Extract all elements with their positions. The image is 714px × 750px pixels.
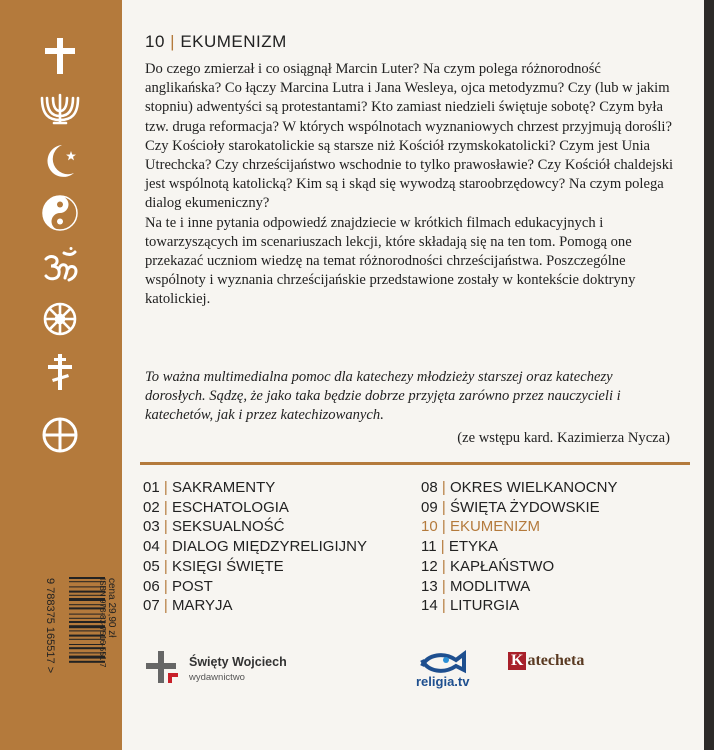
volume-list-number: 06 xyxy=(143,577,160,595)
volume-list-title: POST xyxy=(171,577,213,595)
volume-list-item xyxy=(421,517,617,537)
volume-list-item xyxy=(143,517,367,537)
volume-list-number: 02 xyxy=(143,498,160,516)
yin-yang-icon xyxy=(38,191,82,235)
volume-list-item xyxy=(421,596,617,616)
intro-text xyxy=(145,60,675,310)
volume-list-separator: | xyxy=(441,498,446,516)
dharma-wheel-icon xyxy=(38,297,82,341)
volume-list-number: 14 xyxy=(421,597,438,615)
volume-list-separator: | xyxy=(163,498,168,516)
religia-tv-logo xyxy=(416,644,478,689)
volume-list-item xyxy=(421,557,617,577)
quote-attribution: (ze wstępu kard. Kazimierza Nycza) xyxy=(457,430,670,446)
title-separator: | xyxy=(170,32,176,51)
volume-list-item xyxy=(143,596,367,616)
section-divider xyxy=(140,462,690,465)
volume-list-separator: | xyxy=(163,557,168,575)
volume-list-number: 13 xyxy=(421,577,438,595)
volume-list-item xyxy=(143,478,367,498)
religia-tv-name: religia.tv xyxy=(416,674,470,689)
volume-list-number: 08 xyxy=(421,479,438,496)
volume-list-number: 01 xyxy=(143,479,160,496)
intro-paragraph-questions: Do czego zmierzał i co osiągnął Marcin Luter? Na czym polega różnorodność anglikańska? Co łączy Marcina Lutra i Jana Wesleya, ojca metodyzmu? Czy (lub w jakim stopniu) adwentyści są protestantami? Kto zamiast niedzieli świętuje sobotę? Czym była tzw. druga reformacja? W których wspólnotach wyznaniowych chrzest przyjmują dorośli? Czy Kościoły starokatolickie są starsze niż Kościół rzymskokatolicki? Czym jest Unia Utrechcka? Czy chrześcijaństwo wschodnie to tylko prawosławie? Czy Kościół chaldejski jest wspólnotą katolicką? Kim są i skąd się wywodzą staroobrzędowcy? Na czym polega dialog ekumeniczny? xyxy=(145,61,674,212)
volume-list-separator: | xyxy=(163,518,168,536)
volume-list-item xyxy=(143,557,367,577)
volume-list-title: MODLITWA xyxy=(449,577,531,595)
volume-list-title: ESCHATOLOGIA xyxy=(171,498,289,516)
volume-list-title: MARYJA xyxy=(171,597,233,615)
cross-icon xyxy=(38,34,82,78)
katecheta-logo xyxy=(508,652,584,670)
volume-list-title: OKRES WIELKANOCNY xyxy=(449,479,618,496)
katecheta-rest: atecheta xyxy=(527,652,585,669)
volume-list-item xyxy=(143,498,367,518)
quote-text: To ważna multimedialna pomoc dla katechezy młodzieży starszej oraz katechezy dorosłych. Sądzę, że jako taka będzie dobrze przyjęta zarówno przez nauczycieli i katechetów, jak i przez katechizowanych. xyxy=(145,369,621,424)
volume-list-number: 03 xyxy=(143,518,160,536)
volume-list-separator: | xyxy=(441,479,446,496)
volume-list-title: KSIĘGI ŚWIĘTE xyxy=(171,557,284,575)
swiety-wojciech-mark-icon xyxy=(143,647,183,687)
volume-list-number: 10 xyxy=(421,518,438,536)
cover-edge xyxy=(704,0,714,750)
volume-list-separator: | xyxy=(441,597,446,615)
volume-list-separator: | xyxy=(441,557,446,575)
volume-list-title: ETYKA xyxy=(448,538,499,556)
volume-list-item xyxy=(143,537,367,557)
volume-list-left xyxy=(143,478,367,616)
swiety-wojciech-sub: wydawnictwo xyxy=(189,672,245,683)
barcode-isbn: ISBN 978-83-7516-551-7 xyxy=(98,578,107,668)
volume-list-item xyxy=(421,498,617,518)
swiety-wojciech-name: Święty Wojciech xyxy=(189,655,287,669)
star-crescent-icon xyxy=(38,139,82,183)
volume-list-separator: | xyxy=(163,538,168,556)
volume-list-number: 11 xyxy=(421,538,437,556)
fish-icon xyxy=(416,644,478,674)
volume-list-number: 09 xyxy=(421,498,438,516)
volume-list-number: 05 xyxy=(143,557,160,575)
om-icon xyxy=(38,243,82,287)
circled-cross-icon xyxy=(38,413,82,457)
volume-list-separator: | xyxy=(163,479,168,496)
barcode-ean: 9 788375 165517 > xyxy=(44,578,56,674)
swiety-wojciech-logo xyxy=(143,647,287,692)
katecheta-initial: K xyxy=(508,652,526,670)
volume-list-title: ŚWIĘTA ŻYDOWSKIE xyxy=(449,498,600,516)
volume-list-title: LITURGIA xyxy=(449,597,520,615)
volume-list-right xyxy=(421,478,617,616)
volume-name: EKUMENIZM xyxy=(180,32,287,51)
volume-list-separator: | xyxy=(163,577,168,595)
barcode-price: cena 29,90 zł xyxy=(106,578,117,638)
volume-list-number: 12 xyxy=(421,557,438,575)
volume-list-title: SAKRAMENTY xyxy=(171,479,276,496)
volume-list-separator: | xyxy=(440,538,445,556)
volume-list-title: KAPŁAŃSTWO xyxy=(449,557,555,575)
volume-list-number: 04 xyxy=(143,538,160,556)
volume-title xyxy=(145,32,287,52)
volume-list-title: SEKSUALNOŚĆ xyxy=(171,518,285,536)
menorah-icon xyxy=(38,88,82,132)
volume-list-separator: | xyxy=(441,577,446,595)
volume-list-item xyxy=(143,577,367,597)
volume-number: 10 xyxy=(145,32,165,51)
volume-list-item xyxy=(421,537,617,557)
volume-list-separator: | xyxy=(163,597,168,615)
volume-list-number: 07 xyxy=(143,597,160,615)
volume-list-item xyxy=(421,478,617,498)
volume-list-separator: | xyxy=(441,518,446,536)
volume-list-item xyxy=(421,577,617,597)
intro-paragraph-answers: Na te i inne pytania odpowiedź znajdziecie w krótkich filmach edukacyjnych i towarzyszących im scenariuszach lekcji, które składają się na ten tom. Pomogą one przekazać uczniom wiedzę na temat różnorodności chrześcijaństwa. Poszczególne wspólnoty i wyznania chrześcijańskie przedstawione zostały w kontekście doktryny katolickiej. xyxy=(145,214,636,308)
orthodox-cross-icon xyxy=(38,350,82,394)
volume-list-title: DIALOG MIĘDZYRELIGIJNY xyxy=(171,538,367,556)
volume-list-title: EKUMENIZM xyxy=(449,518,540,536)
